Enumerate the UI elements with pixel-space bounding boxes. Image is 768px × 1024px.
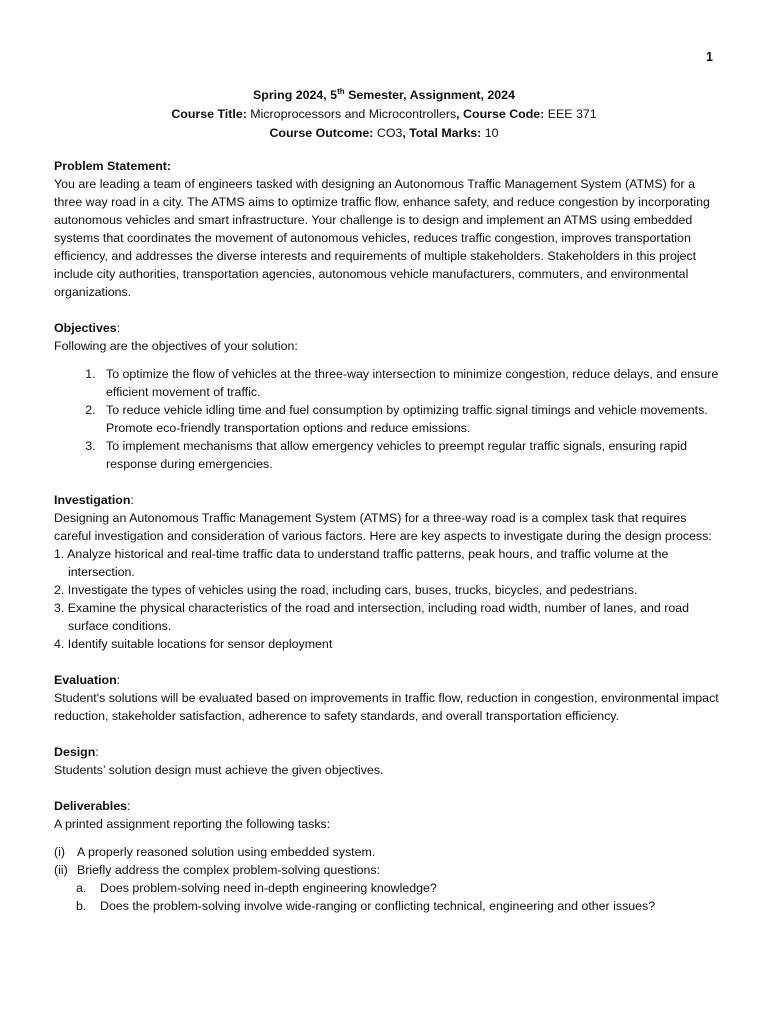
objective-item: 1. To optimize the flow of vehicles at the three-way intersection to minimize congestion, reduce delays, and ensure efficient movement of traffic.	[99, 365, 722, 401]
page-number: 1	[706, 50, 713, 64]
semester-text: Spring 2024, 5	[253, 88, 338, 103]
course-outcome-line	[0, 124, 768, 143]
design-section	[54, 743, 722, 779]
objectives-intro: Following are the objectives of your solution:	[54, 339, 298, 353]
superscript: th	[337, 87, 345, 96]
investigation-item: 2. Investigate the types of vehicles using the road, including cars, buses, trucks, bicycles, and pedestrians.	[54, 583, 638, 597]
evaluation-title: Evaluation	[54, 673, 117, 687]
course-code-value: EEE 371	[544, 107, 597, 122]
investigation-title: Investigation	[54, 493, 131, 507]
semester-suffix: Semester, Assignment, 2024	[344, 88, 515, 103]
investigation-section	[54, 491, 722, 653]
deliverable-item	[54, 861, 722, 879]
investigation-item: 4. Identify suitable locations for sensor deployment	[54, 637, 333, 651]
evaluation-heading	[54, 671, 722, 689]
investigation-item: 1. Analyze historical and real-time traffic data to understand traffic patterns, peak hours, and traffic volume at the intersection.	[54, 547, 669, 579]
objectives-colon: :	[116, 321, 121, 335]
deliverables-title: Deliverables	[54, 799, 128, 813]
course-title-label: Course Title:	[171, 107, 247, 122]
semester-line	[0, 82, 768, 105]
course-outcome-label: Course Outcome:	[269, 126, 374, 141]
total-marks-value: 10	[481, 126, 499, 141]
problem-title: Problem Statement:	[54, 159, 172, 173]
investigation-intro: Designing an Autonomous Traffic Management System (ATMS) for a three-way road is a complex task that requires careful investigation and consideration of various factors. Here are key aspects to investigate during the design process:	[54, 511, 712, 543]
deliverables-list	[54, 843, 722, 915]
design-text: Students’ solution design must achieve the given objectives.	[54, 763, 384, 777]
question-item	[54, 879, 722, 897]
deliverable-number: (i)	[54, 845, 66, 859]
deliverables-intro: A printed assignment reporting the following tasks:	[54, 817, 331, 831]
deliverables-section	[54, 797, 722, 915]
design-title: Design	[54, 745, 96, 759]
document-body	[54, 157, 722, 933]
deliverable-text: A properly reasoned solution using embedded system.	[77, 845, 376, 859]
total-marks-label: , Total Marks:	[402, 126, 482, 141]
investigation-heading	[54, 491, 722, 509]
objective-item: 3. To implement mechanisms that allow emergency vehicles to preempt regular traffic signals, ensuring rapid response during emergencies.	[99, 437, 722, 473]
objectives-title: Objectives	[54, 321, 117, 335]
investigation-item: 3. Examine the physical characteristics of the road and intersection, including road width, number of lanes, and road surface conditions.	[54, 601, 690, 633]
question-text: Does problem-solving need in-depth engineering knowledge?	[100, 881, 437, 895]
question-letter: a.	[76, 881, 87, 895]
question-letter: b.	[76, 899, 87, 913]
objectives-list	[54, 365, 722, 473]
objective-item: 2. To reduce vehicle idling time and fuel consumption by optimizing traffic signal timings and vehicle movements. Promote eco-friendly transportation options and reduce emissions.	[99, 401, 722, 437]
objectives-section	[54, 319, 722, 473]
deliverables-colon: :	[127, 799, 131, 813]
design-colon: :	[95, 745, 99, 759]
course-title-line	[0, 105, 768, 124]
deliverables-heading	[54, 797, 722, 815]
deliverable-number: (ii)	[54, 863, 68, 877]
objectives-heading	[54, 319, 722, 337]
course-code-label: , Course Code:	[456, 107, 545, 122]
investigation-colon: :	[130, 493, 134, 507]
evaluation-colon: :	[116, 673, 121, 687]
question-text: Does the problem-solving involve wide-ranging or conflicting technical, engineering and other issues?	[100, 899, 656, 913]
evaluation-section	[54, 671, 722, 725]
deliverable-text: Briefly address the complex problem-solving questions:	[77, 863, 381, 877]
evaluation-text: Student's solutions will be evaluated based on improvements in traffic flow, reduction in congestion, environmental impact reduction, stakeholder satisfaction, adherence to safety standards, and overall transportation efficiency.	[54, 691, 719, 723]
deliverable-item	[54, 843, 722, 861]
question-item	[54, 897, 722, 915]
document-header	[0, 82, 768, 143]
problem-section	[54, 157, 722, 301]
course-outcome-value: CO3	[373, 126, 403, 141]
design-heading	[54, 743, 722, 761]
problem-text: You are leading a team of engineers tasked with designing an Autonomous Traffic Management System (ATMS) for a three way road in a city. The ATMS aims to optimize traffic flow, enhance safety, and reduce congestion by incorporating autonomous vehicles and smart infrastructure. Your challenge is to design and implement an ATMS using embedded systems that coordinates the movement of autonomous vehicles, reduces traffic congestion, improves transportation efficiency, and addresses the diverse interests and requirements of multiple stakeholders. Stakeholders in this project include city authorities, transportation agencies, autonomous vehicle manufacturers, commuters, and environmental organizations.	[54, 177, 710, 299]
course-title-value: Microprocessors and Microcontrollers	[246, 107, 457, 122]
